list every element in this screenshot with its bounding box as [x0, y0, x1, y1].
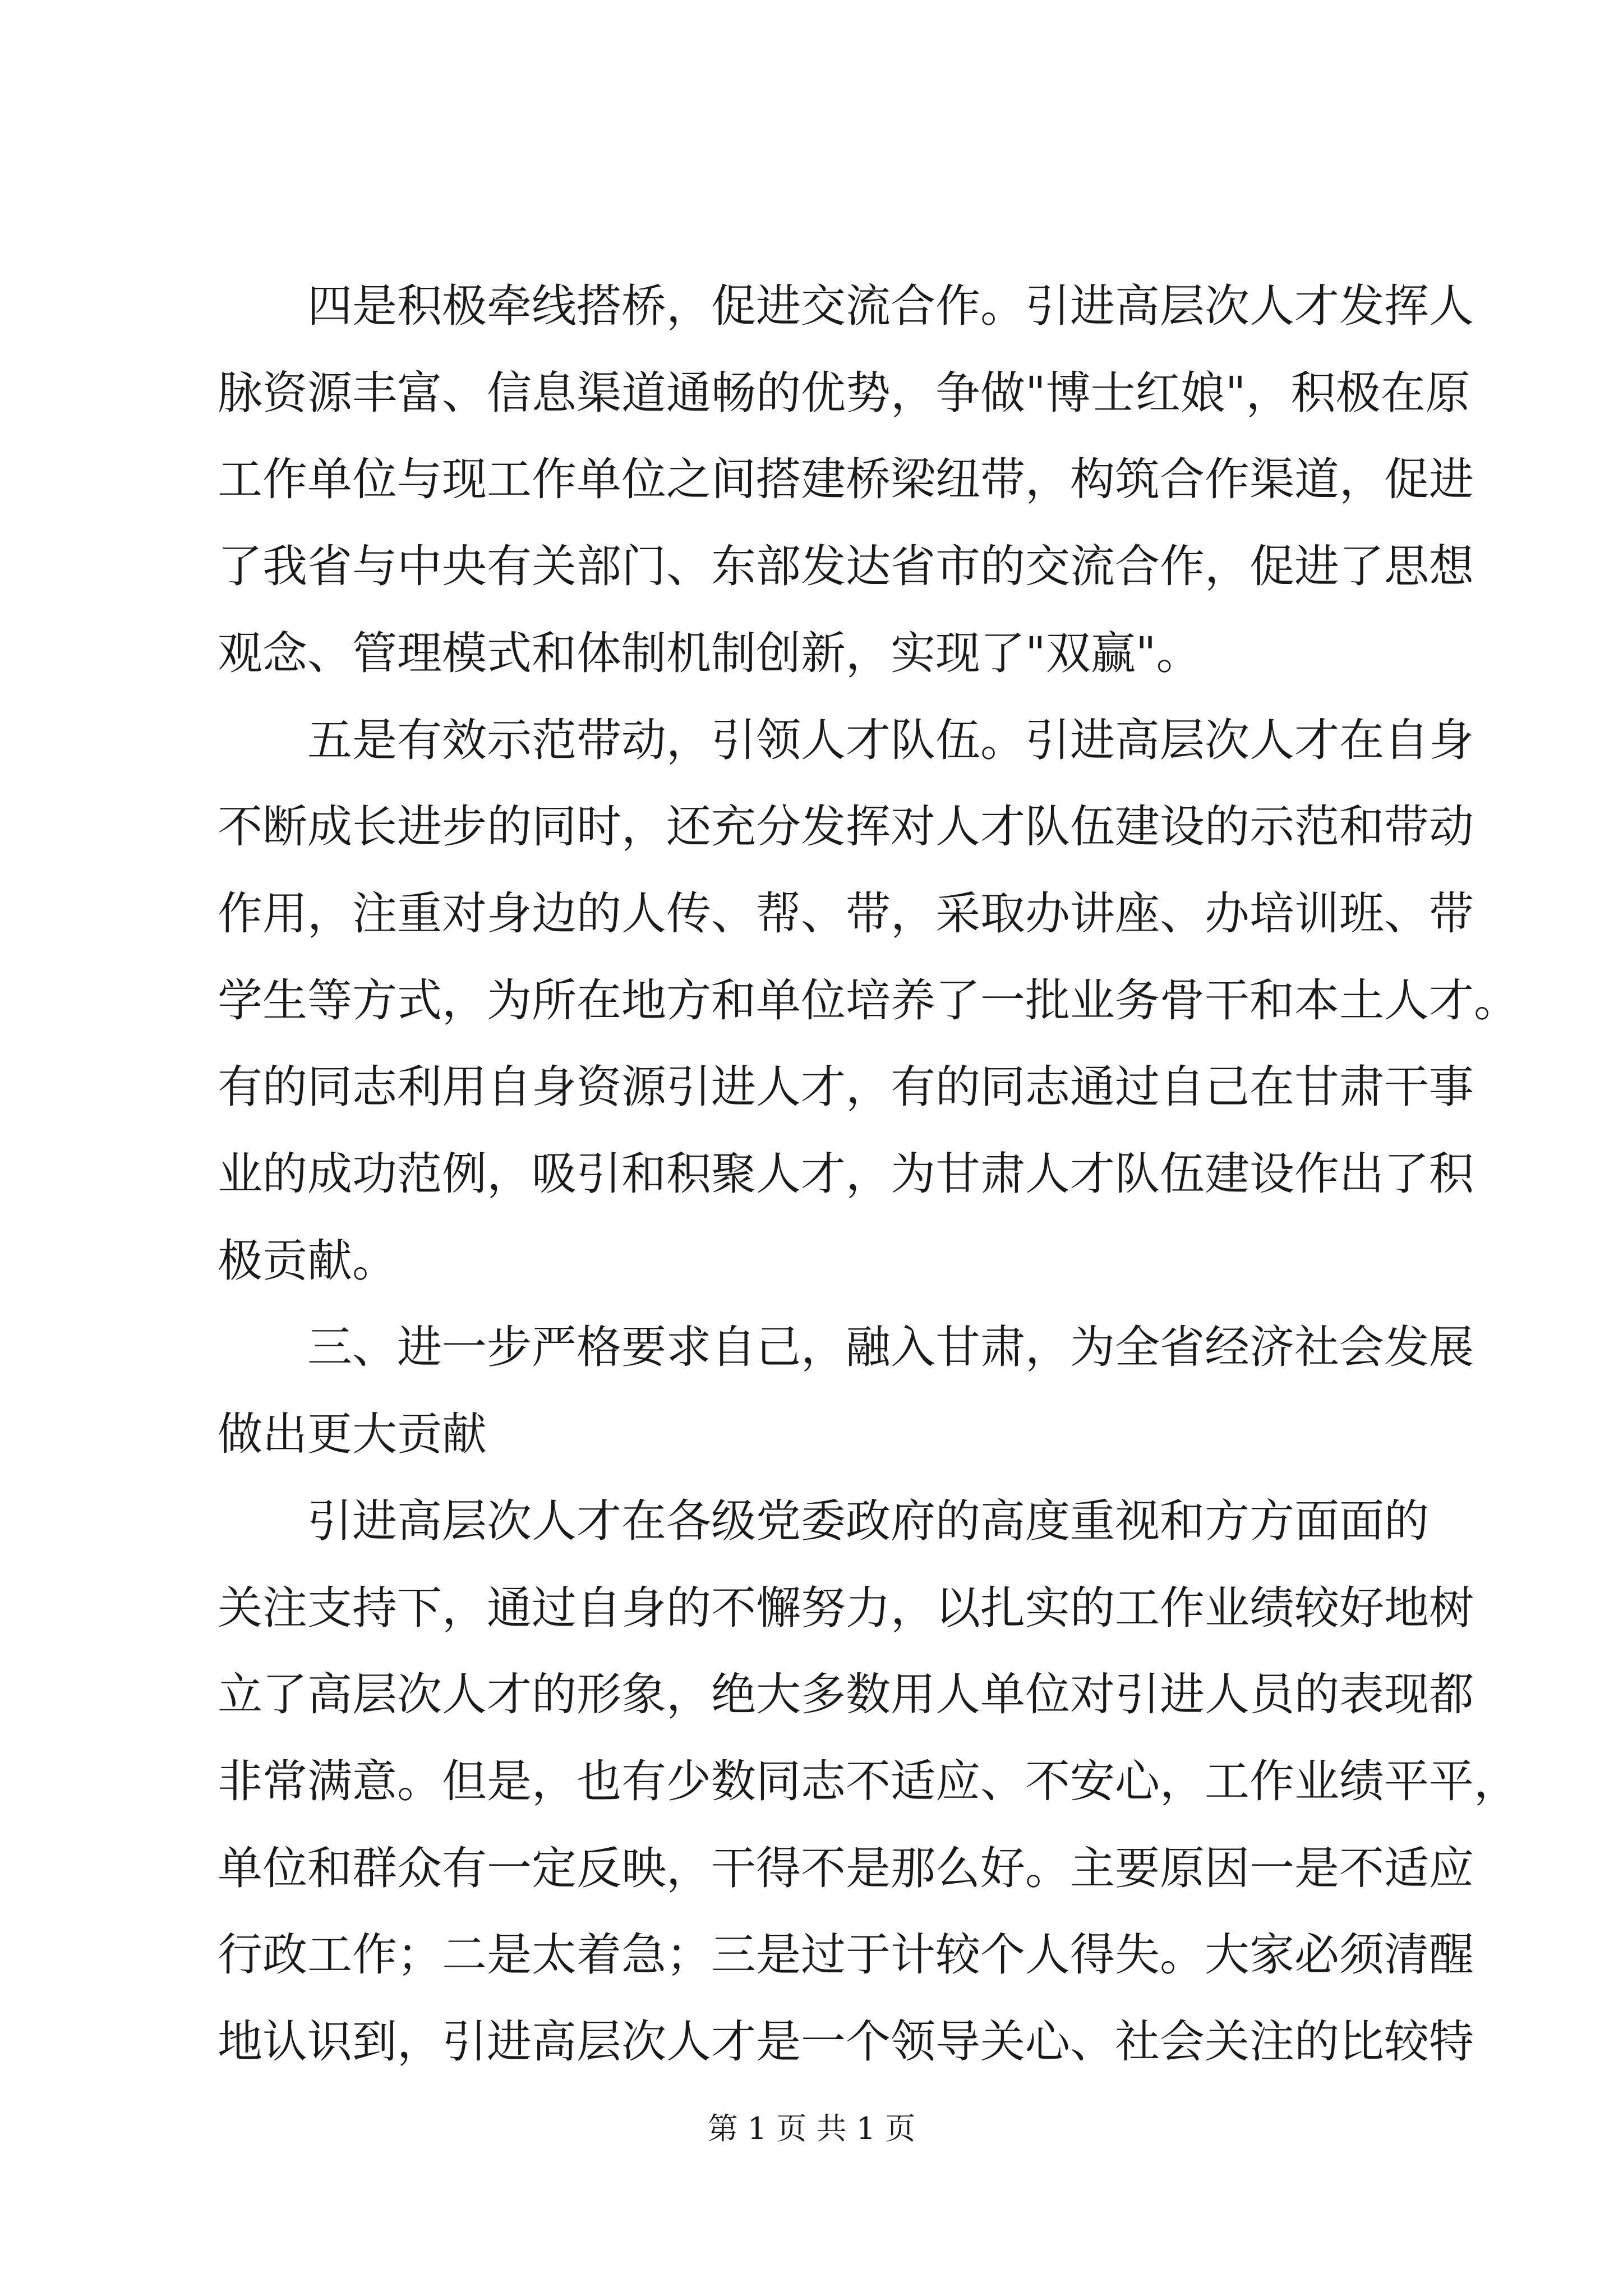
text-line: 业的成功范例，吸引和积聚人才，为甘肃人才队伍建设作出了积 [218, 1148, 1474, 1200]
section-heading-line: 做出更大贡献 [218, 1408, 487, 1460]
text-line: 脉资源丰富、信息渠道通畅的优势，争做"博士红娘"，积极在原 [218, 367, 1470, 419]
text-line: 地认识到，引进高层次人才是一个领导关心、社会关注的比较特 [218, 2016, 1474, 2068]
text-line: 立了高层次人才的形象，绝大多数用人单位对引进人员的表现都 [218, 1668, 1474, 1720]
text-line: 非常满意。但是，也有少数同志不适应、不安心，工作业绩平平， [218, 1755, 1519, 1807]
text-line: 五是有效示范带动，引领人才队伍。引进高层次人才在自身 [307, 714, 1474, 766]
text-line: 工作单位与现工作单位之间搭建桥梁纽带，构筑合作渠道，促进 [218, 453, 1474, 505]
text-line: 了我省与中央有关部门、东部发达省市的交流合作，促进了思想 [218, 540, 1474, 592]
text-line: 不断成长进步的同时，还充分发挥对人才队伍建设的示范和带动 [218, 800, 1474, 853]
text-line: 有的同志利用自身资源引进人才，有的同志通过自己在甘肃干事 [218, 1061, 1474, 1113]
text-line: 单位和群众有一定反映，干得不是那么好。主要原因一是不适应 [218, 1842, 1474, 1894]
section-heading-line: 三、进一步严格要求自己，融入甘肃，为全省经济社会发展 [307, 1321, 1474, 1373]
text-line: 学生等方式，为所在地方和单位培养了一批业务骨干和本土人才。 [218, 974, 1519, 1027]
text-line: 关注支持下，通过自身的不懈努力，以扎实的工作业绩较好地树 [218, 1582, 1474, 1634]
text-line: 作用，注重对身边的人传、帮、带，采取办讲座、办培训班、带 [218, 887, 1474, 940]
text-line: 四是积极牵线搭桥，促进交流合作。引进高层次人才发挥人 [307, 280, 1474, 332]
text-line: 观念、管理模式和体制机制创新，实现了"双赢"。 [218, 627, 1201, 679]
text-line: 引进高层次人才在各级党委政府的高度重视和方方面面的 [307, 1495, 1429, 1547]
text-line: 行政工作；二是太着急；三是过于计较个人得失。大家必须清醒 [218, 1929, 1474, 1981]
page-footer: 第 1 页 共 1 页 [707, 2111, 916, 2146]
text-line: 极贡献。 [218, 1235, 397, 1287]
